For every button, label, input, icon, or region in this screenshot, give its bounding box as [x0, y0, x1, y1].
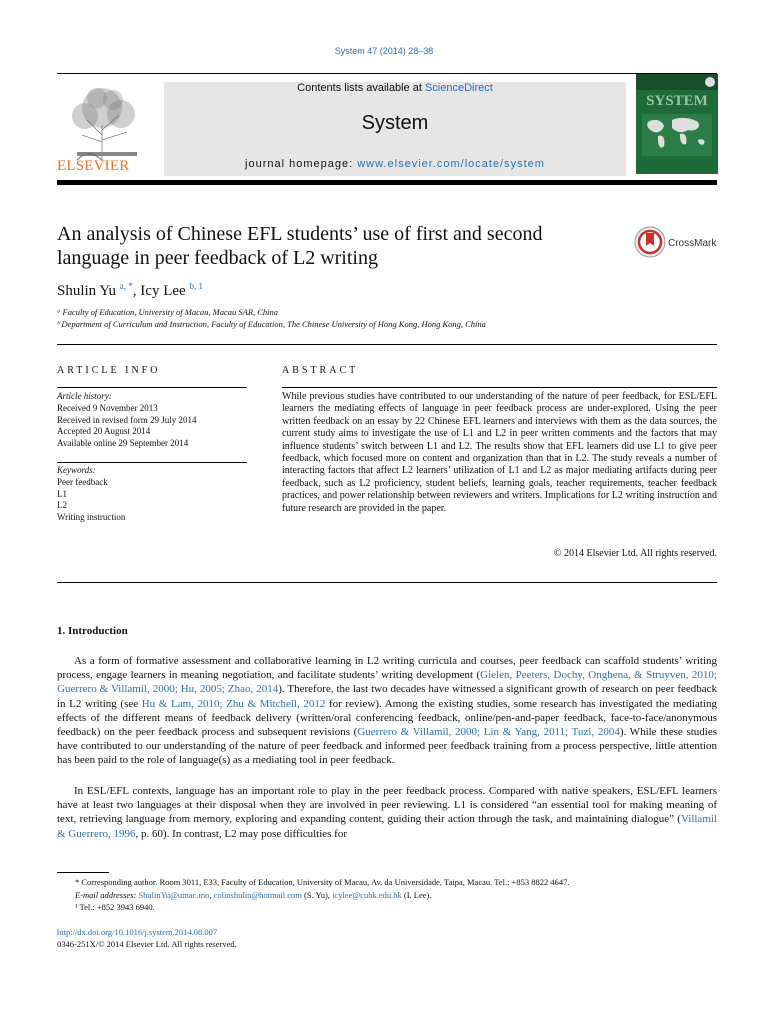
email-link[interactable]: ShulinYu@umac.mo [138, 889, 210, 900]
abstract-copyright: © 2014 Elsevier Ltd. All rights reserved. [553, 548, 717, 559]
doi-block [57, 926, 237, 950]
divider [57, 462, 247, 463]
history-item: Received 9 November 2013 [57, 402, 158, 413]
keywords-label: Keywords: [57, 465, 96, 475]
journal-citation[interactable]: System 47 (2014) 28–38 [334, 46, 434, 56]
journal-cover[interactable] [636, 74, 718, 174]
publisher-name: ELSEVIER [57, 158, 130, 174]
history-item: Received in revised form 29 July 2014 [57, 414, 197, 425]
author-separator: , [132, 283, 141, 299]
paragraph-text: for review). Among the existing studies, some research has investigated the mediating effects of the different means of feedback delivery (written/oral conferencing feedback, online/pen-and-paper feedback, face-to-face/anonymous feedback) on the peer feedback process and subsequent revisions ( [57, 697, 717, 739]
citation-link[interactable]: Guerrero & Villamil, 2000; Lin & Yang, 2011; Tuzi, 2004 [357, 726, 620, 739]
doi-link[interactable]: http://dx.doi.org/10.1016/j.system.2014.08.007 [57, 927, 218, 937]
email-link[interactable]: colinshulin@hotmail.com [213, 889, 302, 900]
article-title: An analysis of Chinese EFL students’ use of first and second language in peer feedback of L2 writing [57, 223, 543, 269]
contents-prefix: Contents lists available at [297, 82, 425, 94]
homepage-link[interactable]: www.elsevier.com/locate/system [357, 158, 545, 170]
keywords [57, 465, 247, 524]
divider [57, 387, 247, 388]
footnote-corresponding: * Corresponding author. Room 3011, E33, Faculty of Education, University of Macau, Av. da Universidade, Taipa, Macau. Tel.: +853 8822 4647. [75, 877, 570, 887]
affiliation-b: ᵇ Department of Curriculum and Instruction, Faculty of Education, The Chinese University of Hong Kong, Hong Kong, China [57, 319, 486, 329]
article-info-heading: ARTICLE INFO [57, 365, 161, 376]
cover-image [636, 74, 718, 174]
author-affiliation-marker[interactable]: a, * [119, 281, 133, 291]
footnotes [57, 876, 717, 914]
article-history [57, 391, 247, 450]
paragraph-text: , p. 60). In contrast, L2 may pose difficulties for [135, 827, 348, 840]
keyword: Peer feedback [57, 476, 108, 487]
homepage-prefix: journal homepage: [245, 158, 358, 170]
history-item: Accepted 20 August 2014 [57, 426, 151, 437]
history-label: Article history: [57, 391, 112, 401]
author-name: Icy Lee [140, 283, 186, 299]
footnote-tel: ¹ Tel.: +852 3943 6940. [75, 902, 155, 913]
body-paragraph [57, 654, 717, 768]
issn-line: 0346-251X/© 2014 Elsevier Ltd. All rights reserved. [57, 939, 237, 949]
citation-link[interactable]: Villamil & Guerrero, 1996 [57, 813, 717, 840]
abstract-text: While previous studies have contributed to our understanding of the nature of peer feedback, for ESL/EFL learners the mediating effects of language in peer feedback process are under-explored. Using the peer written feedback on an essay by 22 Chinese EFL learners and interviews with them as the data sources, the current study aims to investigate the use of L1 and L2 in peer written comments and the factors that may influence students’ switch between L1 and L2. The results show that EFL learners did use L1 to give peer feedback, which focused more on content and organization than that in L2. The study reveals a number of interacting factors that affect L2 learners’ utilization of L1 and L2 as major mediating artifacts during peer feedback, such as L2 proficiency, student beliefs, learning goals, teacher requirements, teacher feedback practices, and power relationship between reviewers and writers. Implications for L2 writing instruction and future research are provided in the paper. [282, 391, 717, 514]
crossmark-icon [634, 226, 724, 260]
email-text: (S. Yu), [301, 889, 333, 900]
paragraph-text: ). Therefore, the last two decades have witnessed a significant growth of research on peer feedback in L2 writing (see [57, 683, 718, 710]
affiliation-a: ᵃ Faculty of Education, University of Macau, Macau SAR, China [57, 307, 279, 317]
paragraph-text: In ESL/EFL contexts, language has an important role to play in the peer feedback process. Compared with native speakers, ESL/EFL learners have at least two languages at their disposal when they are involved in peer reviewing. L1 is considered “an essential tool for making meaning of text, retrieving language from memory, exploring and expanding content, guiding their action through the task, and maintaining dialogue” ( [57, 785, 717, 826]
footnote-divider [57, 872, 109, 873]
history-item: Available online 29 September 2014 [57, 438, 189, 449]
email-separator: , [209, 889, 214, 900]
section-heading-introduction: 1. Introduction [57, 625, 128, 637]
paragraph-text: As a form of formative assessment and collaborative learning in L2 writing curricula and courses, peer feedback can scaffold students’ writing process, engage learners in meaning negotiation, and facilitate students’ writing development ( [57, 655, 717, 682]
contents-line [164, 82, 626, 94]
divider [282, 387, 717, 388]
crossmark-badge[interactable] [634, 226, 724, 260]
abstract-heading: ABSTRACT [282, 365, 359, 376]
author-list [57, 281, 203, 300]
keyword: L2 [57, 500, 67, 511]
divider [57, 582, 717, 583]
journal-name: System [361, 112, 429, 134]
body-paragraph [57, 784, 717, 841]
homepage-line [164, 158, 626, 170]
divider [57, 344, 717, 345]
citation-link[interactable]: Hu & Lam, 2010; Zhu & Mitchell, 2012 [141, 697, 326, 710]
cover-title: SYSTEM [646, 93, 708, 109]
citation-link[interactable]: Gielen, Peeters, Dochy, Onghena, & Struyven, 2010; Guerrero & Villamil, 2000; Hu, 2005; Zhao, 2014 [57, 669, 717, 696]
crossmark-label: CrossMark [668, 238, 717, 249]
email-text: (I. Lee). [401, 889, 432, 900]
header-thick-divider [57, 180, 717, 185]
author-affiliation-marker[interactable]: b, 1 [189, 281, 203, 291]
paragraph-text: ). While these studies have contributed to our understanding of the nature of peer feedback and informed peer feedback training from a process perspective, little attention has been paid to the role of language(s) as a mediating tool in peer feedback. [57, 726, 717, 767]
author-name: Shulin Yu [57, 283, 117, 299]
sciencedirect-link[interactable]: ScienceDirect [424, 82, 493, 94]
keyword: L1 [57, 488, 67, 499]
top-divider [57, 73, 717, 74]
email-label: E-mail addresses: [75, 889, 139, 900]
keyword: Writing instruction [57, 512, 126, 523]
footnote-emails [57, 889, 717, 902]
email-link[interactable]: icylee@cuhk.edu.hk [332, 889, 402, 900]
